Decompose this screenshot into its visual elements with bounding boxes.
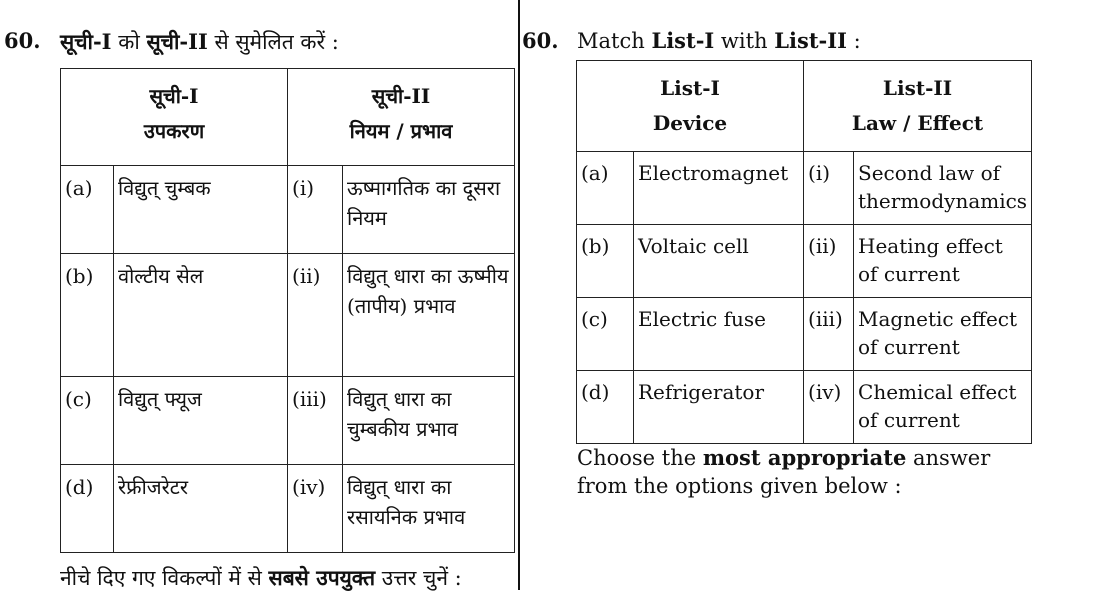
- instruction-emphasis: most appropriate: [702, 445, 907, 470]
- row-law: ऊष्मागतिक का दूसरा नियम: [343, 166, 515, 254]
- row-label: (d): [577, 371, 634, 444]
- row-label: (c): [61, 377, 114, 465]
- row-item: विद्युत् चुम्बक: [114, 166, 288, 254]
- table-row: [61, 254, 515, 377]
- row-label: (a): [577, 152, 634, 225]
- row-label: (d): [61, 465, 114, 553]
- table-row: [577, 152, 1032, 225]
- row-roman: (iii): [804, 298, 854, 371]
- match-table-english: [576, 60, 1032, 444]
- row-roman: (iv): [804, 371, 854, 444]
- row-roman: (ii): [804, 225, 854, 298]
- instruction-prefix: Choose the: [577, 446, 703, 470]
- row-roman: (iv): [288, 465, 343, 553]
- instruction-english: [577, 444, 1047, 500]
- row-law: विद्युत् धारा का रसायनिक प्रभाव: [343, 465, 515, 553]
- table-row: [61, 166, 515, 254]
- column-divider: [518, 0, 520, 590]
- instruction-suffix: answer from the options given below :: [577, 446, 991, 498]
- row-roman: (i): [804, 152, 854, 225]
- question-title-hindi: [60, 28, 339, 56]
- question-title-english: [577, 28, 861, 53]
- table-row: [61, 377, 515, 465]
- title-list1: सूची-I: [60, 29, 112, 54]
- row-item: Electric fuse: [634, 298, 804, 371]
- instruction-suffix: उत्तर चुनें :: [375, 566, 462, 590]
- table-header-row: [61, 69, 515, 166]
- title-list2: सूची-II: [146, 29, 208, 54]
- row-item: Electromagnet: [634, 152, 804, 225]
- table-row: [577, 371, 1032, 444]
- row-item: रेफ्रीजरेटर: [114, 465, 288, 553]
- title-suffix: से सुमेलित करें :: [207, 30, 339, 54]
- header-list2-subtitle: नियम / प्रभाव: [349, 119, 453, 143]
- title-list1: List-I: [651, 28, 715, 53]
- row-item: विद्युत् फ्यूज: [114, 377, 288, 465]
- instruction-emphasis: सबसे उपयुक्त: [268, 565, 376, 590]
- table-row: [61, 465, 515, 553]
- row-label: (b): [577, 225, 634, 298]
- header-list1: [577, 61, 804, 152]
- row-law: विद्युत् धारा का ऊष्मीय (तापीय) प्रभाव: [343, 254, 515, 377]
- instruction-prefix: नीचे दिए गए विकल्पों में से: [60, 566, 269, 590]
- question-number-english: 60.: [522, 28, 559, 53]
- title-connector: with: [714, 29, 775, 53]
- row-label: (c): [577, 298, 634, 371]
- match-table-hindi: [60, 68, 515, 553]
- row-roman: (ii): [288, 254, 343, 377]
- row-item: Refrigerator: [634, 371, 804, 444]
- table-row: [577, 298, 1032, 371]
- header-list2-title: List-II: [882, 76, 953, 100]
- table-header-row: [577, 61, 1032, 152]
- row-law: विद्युत् धारा का चुम्बकीय प्रभाव: [343, 377, 515, 465]
- header-list1-subtitle: उपकरण: [143, 119, 205, 143]
- header-list2: [804, 61, 1032, 152]
- row-law: Magnetic effect of current: [854, 298, 1032, 371]
- question-number-hindi: 60.: [4, 28, 41, 53]
- row-item: Voltaic cell: [634, 225, 804, 298]
- row-label: (a): [61, 166, 114, 254]
- title-connector: को: [111, 30, 147, 54]
- header-list1-title: सूची-I: [149, 84, 199, 108]
- header-list2-title: सूची-II: [371, 84, 431, 108]
- title-list2: List-II: [774, 28, 847, 53]
- header-list2: [288, 69, 515, 166]
- row-law: Second law of thermodynamics: [854, 152, 1032, 225]
- header-list1-title: List-I: [660, 76, 720, 100]
- row-law: Heating effect of current: [854, 225, 1032, 298]
- row-law: Chemical effect of current: [854, 371, 1032, 444]
- header-list1: [61, 69, 288, 166]
- row-roman: (iii): [288, 377, 343, 465]
- row-label: (b): [61, 254, 114, 377]
- title-prefix: Match: [577, 29, 652, 53]
- row-roman: (i): [288, 166, 343, 254]
- instruction-hindi: [60, 564, 462, 592]
- title-suffix: :: [846, 29, 861, 53]
- header-list2-subtitle: Law / Effect: [851, 111, 984, 135]
- table-row: [577, 225, 1032, 298]
- header-list1-subtitle: Device: [652, 111, 728, 135]
- row-item: वोल्टीय सेल: [114, 254, 288, 377]
